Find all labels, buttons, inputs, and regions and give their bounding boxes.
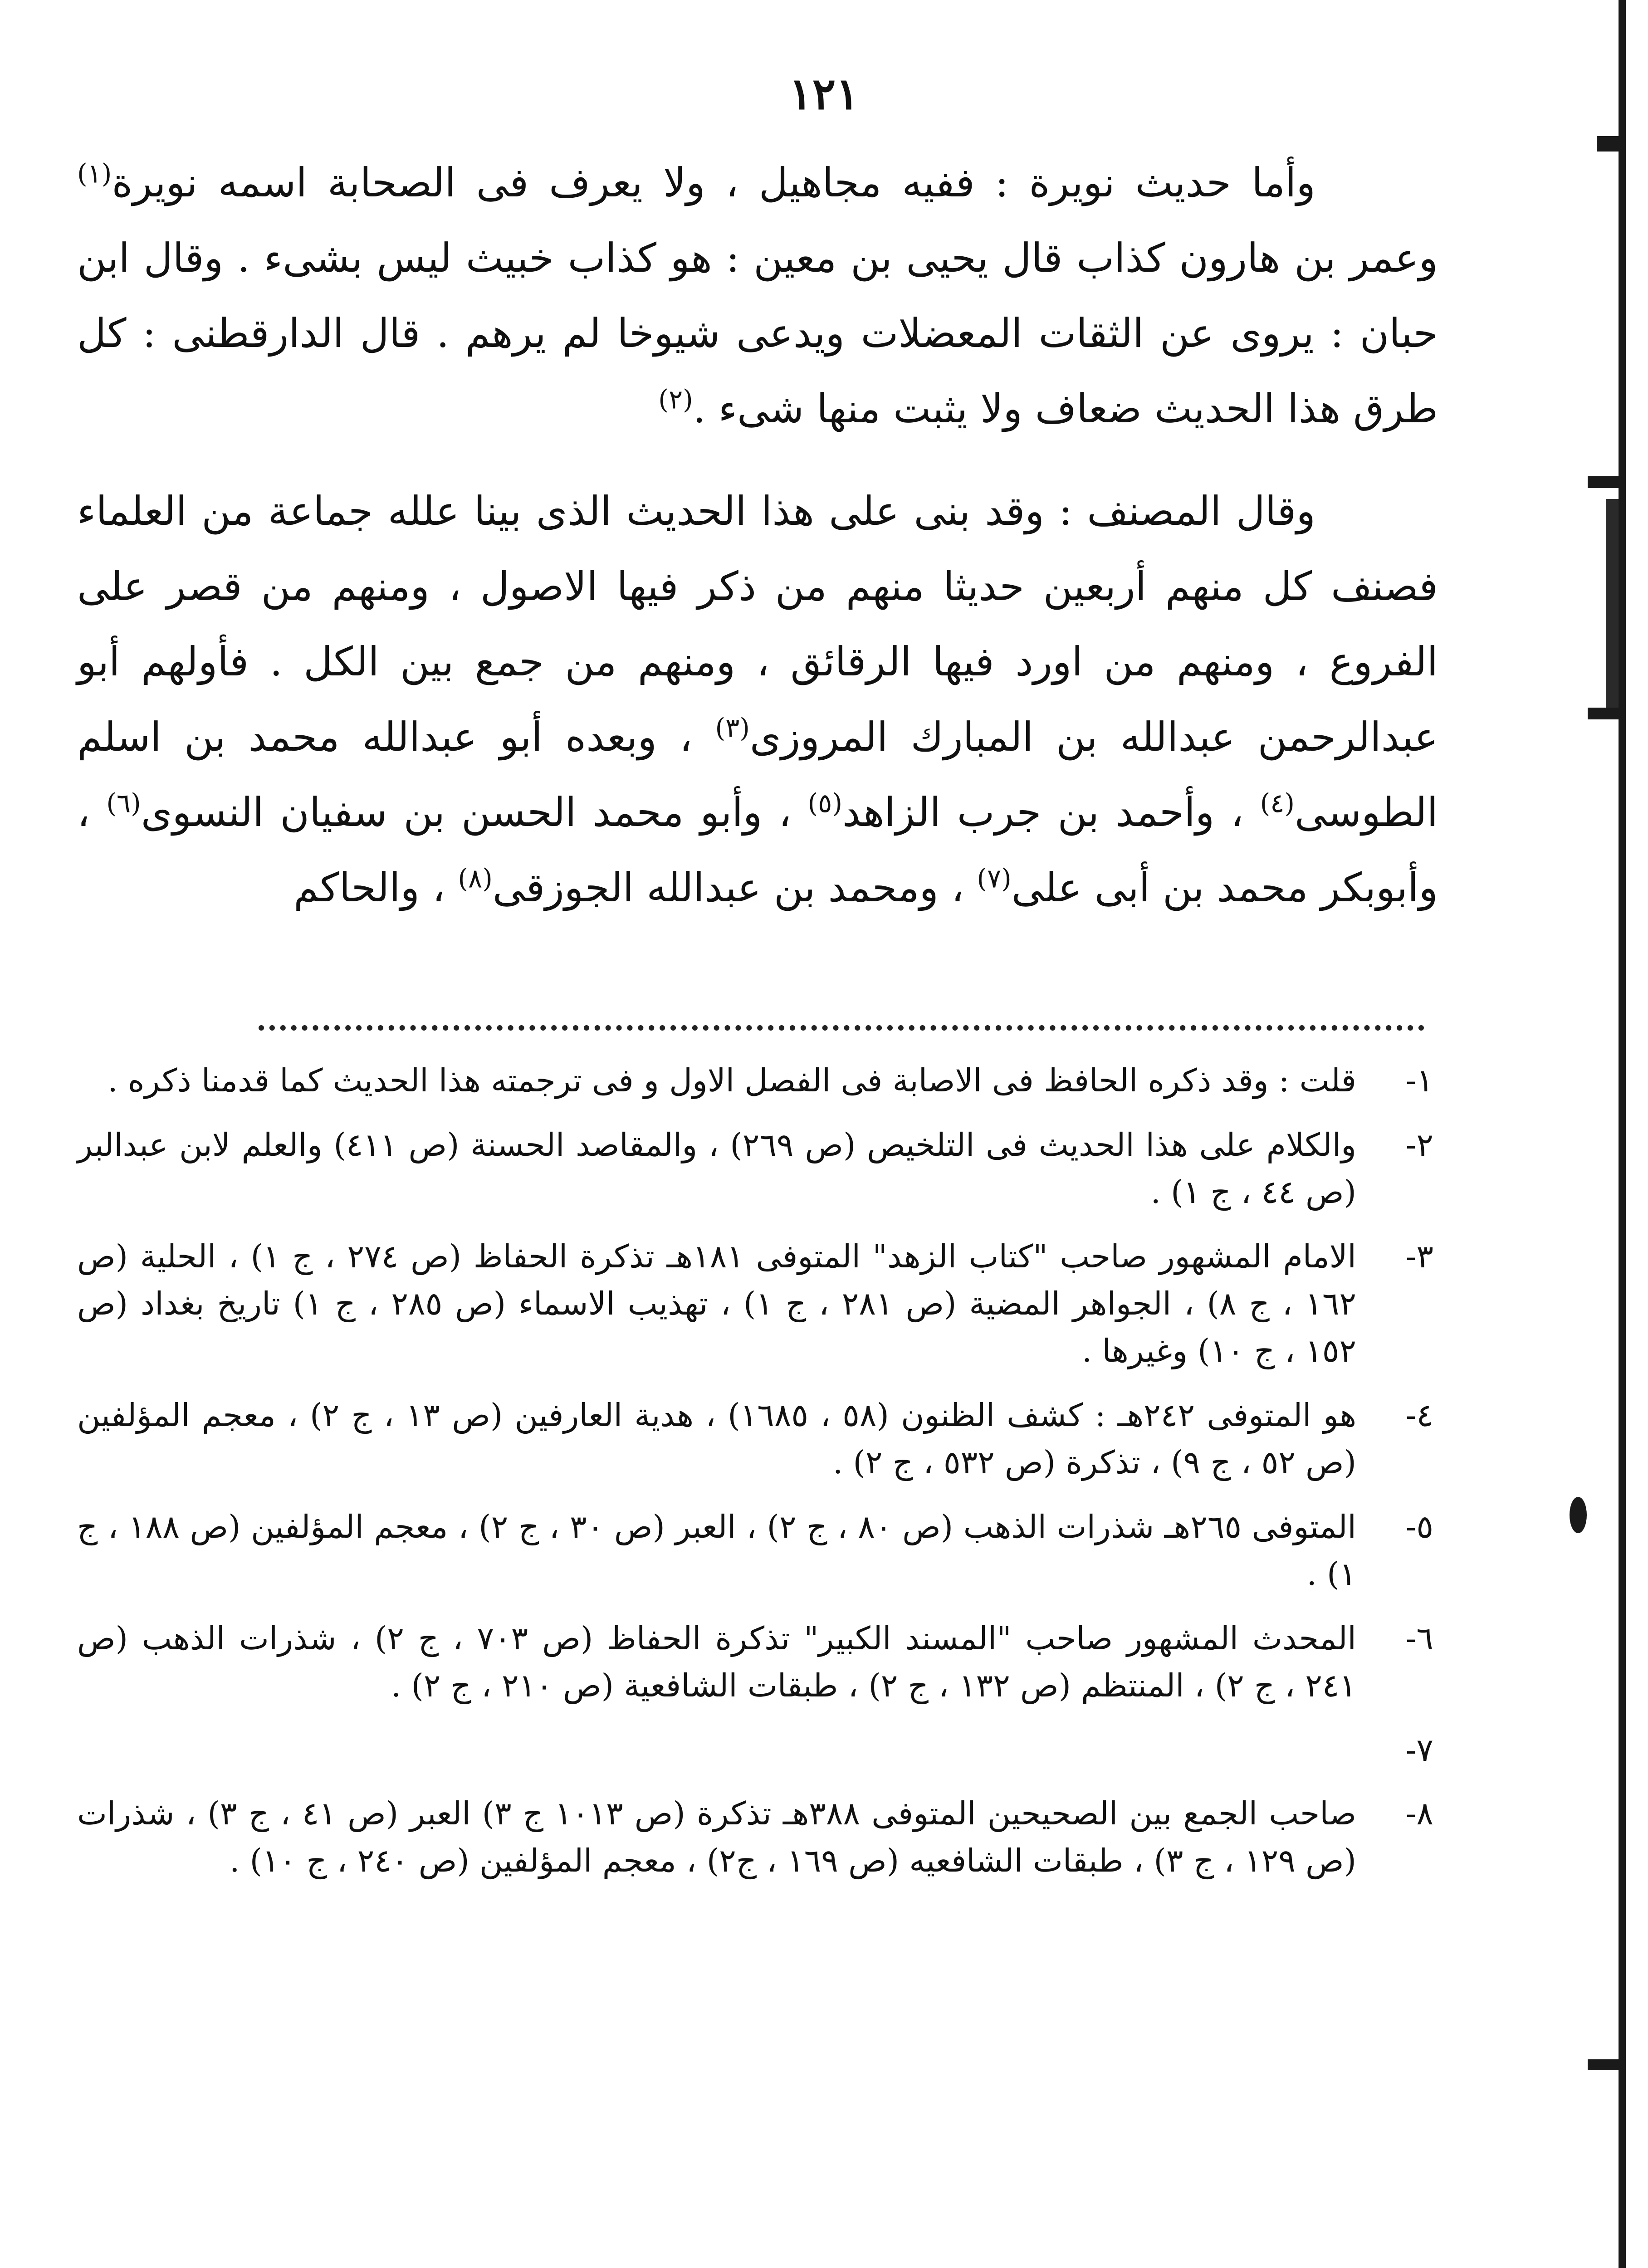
footnote-4	[77, 1392, 1433, 1486]
binding-mark	[1588, 476, 1626, 488]
paragraph-1-part-2: وعمر بن هارون كذاب قال يحيى بن معين : هو كذاب خبيث ليس بشىء . وقال ابن حبان : يروى عن الثقات المعضلات ويدعى شيوخا لم يرهم . قال الدارقطنى : كل طرق هذا الحديث ضعاف ولا يثبت منها شىء .	[77, 235, 1438, 432]
paragraph-2-part-3: ، وأحمد بن جرب الزاهد	[842, 789, 1260, 836]
binding-mark	[1606, 499, 1619, 717]
page-number: ١٢١	[789, 68, 859, 119]
paragraph-2-part-2: ، وبعده أبو عبدالله محمد بن اسلم الطوسى	[77, 714, 1438, 836]
binding-mark	[1588, 708, 1626, 719]
footnote-2	[77, 1121, 1433, 1216]
footnote-number: ٥-	[1405, 1508, 1433, 1545]
footnote-number: ٦-	[1405, 1620, 1433, 1657]
footnote-ref-1: (١)	[77, 158, 112, 189]
footnote-text: والكلام على هذا الحديث فى التلخيص (ص ٢٦٩) ، والمقاصد الحسنة (ص ٤١١) والعلم لابن عبدالبر (ص ٤٤ ، ج ١) .	[77, 1126, 1356, 1211]
footnote-text: المحدث المشهور صاحب "المسند الكبير" تذكرة الحفاظ (ص ٧٠٣ ، ج ٢) ، شذرات الذهب (ص ٢٤١ ، ج ٢) ، المنتظم (ص ١٣٢ ، ج ٢) ، طبقات الشافعية (ص ٢١٠ ، ج ٢) .	[77, 1620, 1356, 1704]
footnote-number: ٨-	[1405, 1795, 1433, 1832]
footnote-ref-6: (٦)	[106, 787, 141, 819]
footnote-5	[77, 1503, 1433, 1598]
footnote-ref-5: (٥)	[807, 787, 842, 819]
footnotes	[77, 1057, 1433, 1901]
binding-mark	[1597, 136, 1626, 152]
binding-mark	[1570, 1497, 1587, 1533]
footnote-ref-2: (٢)	[658, 384, 693, 415]
footnote-7	[77, 1726, 1433, 1774]
footnote-8	[77, 1790, 1433, 1884]
footnote-1	[77, 1057, 1433, 1104]
footnote-divider	[259, 1025, 1424, 1031]
footnote-number: ٢-	[1405, 1126, 1433, 1163]
footnote-ref-3: (٣)	[715, 712, 750, 743]
footnote-ref-7: (٧)	[977, 863, 1012, 894]
footnote-number: ٤-	[1405, 1397, 1433, 1434]
footnote-ref-8: (٨)	[458, 863, 493, 894]
paragraph-2-part-5: ، وأبوبكر محمد بن أبى على	[77, 789, 1438, 911]
footnote-number: ١-	[1405, 1062, 1433, 1099]
paragraph-2-part-1: وقال المصنف : وقد بنى على هذا الحديث الذى بينا علله جماعة من العلماء فصنف كل منهم أربعين حديثا منهم من ذكر فيها الاصول ، ومنهم من قصر على الفروع ، ومنهم من اورد فيها الرقائق ، ومنهم من جمع بين الكل . فأولهم أبو عبدالرحمن عبدالله بن المبارك المروزى	[77, 488, 1438, 760]
binding-mark	[1588, 2059, 1626, 2070]
footnote-text: الامام المشهور صاحب "كتاب الزهد" المتوفى ١٨١هـ تذكرة الحفاظ (ص ٢٧٤ ، ج ١) ، الحلية (ص ١٦٢ ، ج ٨) ، الجواهر المضية (ص ٢٨١ ، ج ١) ، تهذيب الاسماء (ص ٢٨٥ ، ج ١) تاريخ بغداد (ص ١٥٢ ، ج ١٠) وغيرها .	[77, 1238, 1357, 1369]
paragraph-1	[77, 145, 1438, 446]
paragraph-2-part-4: ، وأبو محمد الحسن بن سفيان النسوى	[141, 789, 808, 836]
footnote-number: ٧-	[1405, 1731, 1433, 1769]
footnote-text: المتوفى ٢٦٥هـ شذرات الذهب (ص ٨٠ ، ج ٢) ، العبر (ص ٣٠ ، ج ٢) ، معجم المؤلفين (ص ١٨٨ ، ج ١) .	[77, 1508, 1356, 1593]
footnote-number: ٣-	[1405, 1238, 1433, 1275]
paragraph-2-part-6: ، ومحمد بن عبدالله الجوزقى	[492, 864, 977, 911]
footnote-text: قلت : وقد ذكره الحافظ فى الاصابة فى الفصل الاول و فى ترجمته هذا الحديث كما قدمنا ذكره .	[108, 1062, 1356, 1099]
footnote-6	[77, 1615, 1433, 1709]
main-text	[77, 145, 1438, 925]
page-binding-edge	[1619, 0, 1626, 2268]
footnote-text: صاحب الجمع بين الصحيحين المتوفى ٣٨٨هـ تذكرة (ص ١٠١٣ ج ٣) العبر (ص ٤١ ، ج ٣) ، شذرات (ص ١٢٩ ، ج ٣) ، طبقات الشافعيه (ص ١٦٩ ، ج٢) ، معجم المؤلفين (ص ٢٤٠ ، ج ١٠) .	[77, 1795, 1357, 1879]
paragraph-1-part-1: وأما حديث نويرة : ففيه مجاهيل ، ولا يعرف فى الصحابة اسمه نويرة	[112, 159, 1315, 206]
footnote-3	[77, 1233, 1433, 1374]
footnote-text: هو المتوفى ٢٤٢هـ : كشف الظنون (٥٨ ، ١٦٨٥) ، هدية العارفين (ص ١٣ ، ج ٢) ، معجم المؤلفين (ص ٥٢ ، ج ٩) ، تذكرة (ص ٥٣٢ ، ج ٢) .	[77, 1397, 1356, 1481]
footnote-ref-4: (٤)	[1260, 787, 1295, 819]
paragraph-2-part-7: ، والحاكم	[293, 864, 458, 911]
paragraph-2	[77, 474, 1438, 925]
